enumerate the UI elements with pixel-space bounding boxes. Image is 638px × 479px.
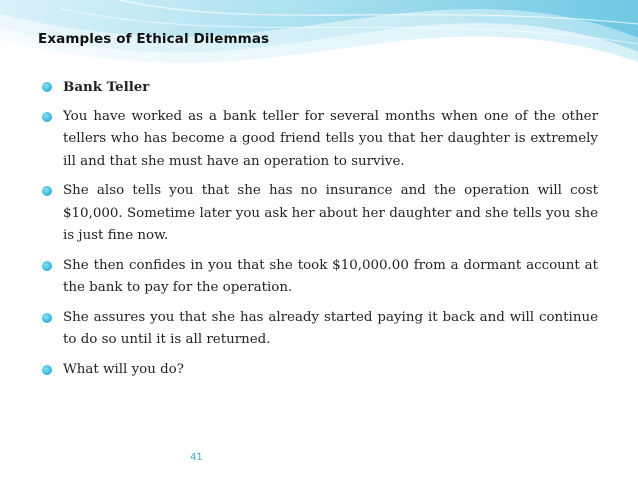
bullet-text: She then confides in you that she took $10,000.00 from a dormant account at the bank to pay for the operation. bbox=[63, 257, 598, 295]
bullet-item bbox=[38, 106, 598, 174]
round-bullet-icon bbox=[42, 313, 52, 323]
bullet-text: Bank Teller bbox=[63, 79, 150, 95]
round-bullet-icon bbox=[42, 365, 52, 375]
bullet-item bbox=[38, 359, 598, 382]
bullet-text: She also tells you that she has no insurance and the operation will cost $10,000. Sometime later you ask her about her daughter and she tells you she is just fine now. bbox=[63, 183, 598, 243]
bullet-item bbox=[38, 307, 598, 352]
page-number: 41 bbox=[190, 452, 203, 463]
slide-title: Examples of Ethical Dilemmas bbox=[38, 31, 270, 47]
bullet-item bbox=[38, 180, 598, 248]
bullet-text: You have worked as a bank teller for several months when one of the other tellers who has become a good friend tells you that her daughter is extremely ill and that she must have an operation to survive. bbox=[63, 108, 598, 169]
bullet-list bbox=[38, 76, 598, 388]
bullet-item bbox=[38, 76, 598, 99]
bullet-text: She assures you that she has already started paying it back and will continue to do so until it is all returned. bbox=[63, 309, 598, 347]
round-bullet-icon bbox=[42, 186, 52, 196]
bullet-item bbox=[38, 255, 598, 300]
round-bullet-icon bbox=[42, 112, 52, 122]
round-bullet-icon bbox=[42, 261, 52, 271]
bullet-text: What will you do? bbox=[63, 361, 184, 377]
round-bullet-icon bbox=[42, 82, 52, 92]
